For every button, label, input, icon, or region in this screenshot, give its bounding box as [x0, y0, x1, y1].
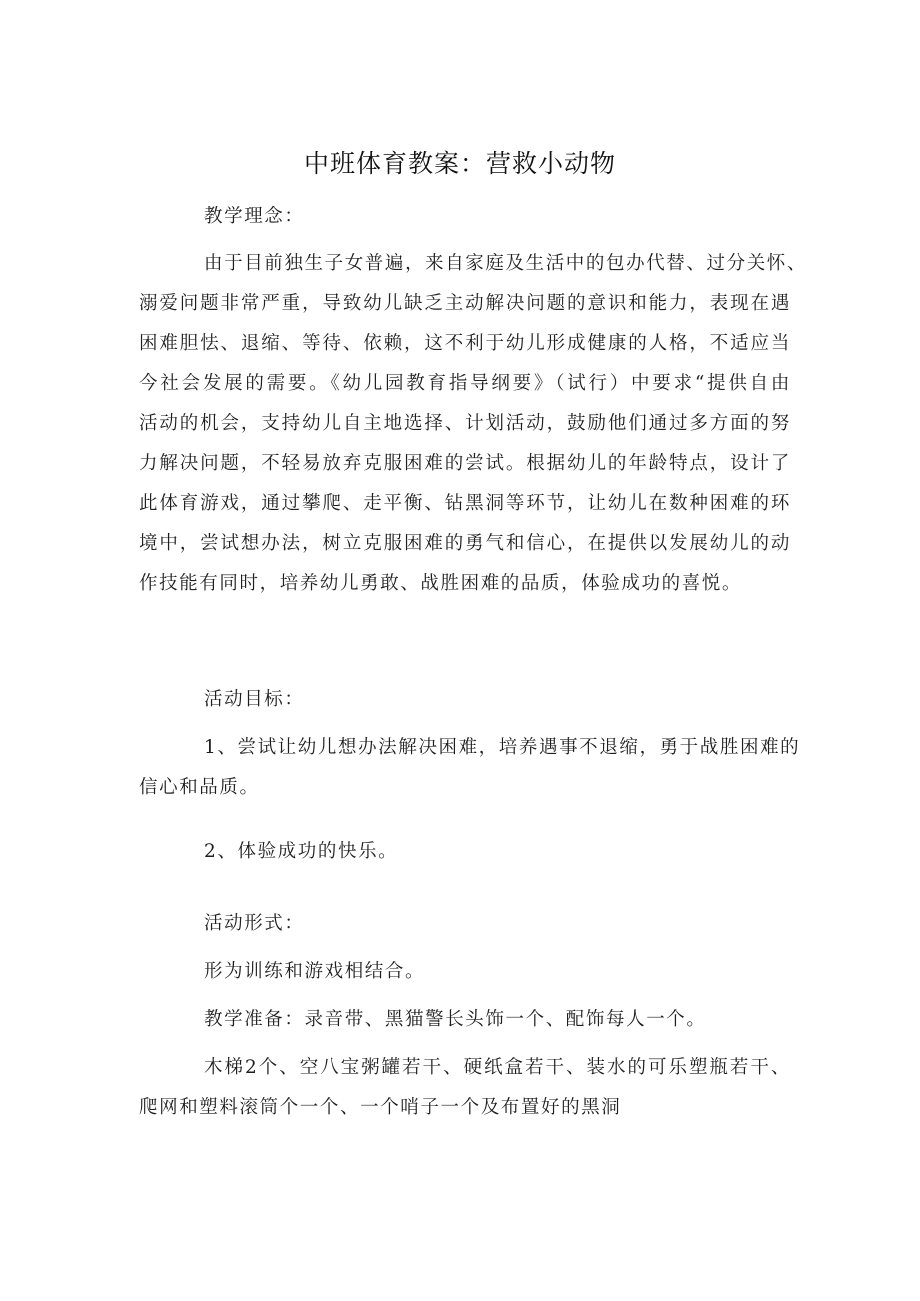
form-heading: 活动形式：	[204, 913, 305, 934]
philosophy-paragraph	[139, 244, 808, 604]
goal-item-2	[139, 832, 791, 872]
document-title: 中班体育教案：营救小动物	[303, 149, 616, 178]
paragraph-line: 活动的机会，支持幼儿自主地选择、计划活动，鼓励他们通过多方面的努	[139, 413, 791, 434]
goal-line: 1、尝试让幼儿想办法解决困难，培养遇事不退缩，勇于战胜困难的	[204, 737, 801, 758]
goal-line: 2、体验成功的快乐。	[204, 841, 399, 862]
paragraph-line: 困难胆怯、退缩、等待、依赖，这不利于幼儿形成健康的人格，不适应当	[139, 333, 791, 354]
goal-line: 信心和品质。	[139, 777, 260, 798]
materials-paragraph	[139, 1048, 791, 1128]
philosophy-heading: 教学理念：	[204, 206, 305, 227]
philosophy-section	[139, 197, 791, 237]
goal-item-1	[139, 728, 801, 808]
preparation-paragraph	[139, 1000, 791, 1040]
form-paragraph	[139, 952, 791, 992]
goals-section	[139, 680, 791, 720]
paragraph-line: 溺爱问题非常严重，导致幼儿缺乏主动解决问题的意识和能力，表现在遇	[139, 293, 791, 314]
paragraph-line: 今社会发展的需要。《幼儿园教育指导纲要》（试行）中要求“提供自由	[139, 373, 791, 394]
paragraph-line: 力解决问题，不轻易放弃克服困难的尝试。根据幼儿的年龄特点，设计了	[139, 453, 791, 474]
paragraph-line: 由于目前独生子女普遍，来自家庭及生活中的包办代替、过分关怀、	[204, 253, 808, 274]
goals-heading: 活动目标：	[204, 689, 305, 710]
paragraph-line: 此体育游戏，通过攀爬、走平衡、钻黑洞等环节，让幼儿在数种困难的环	[139, 493, 791, 514]
materials-line: 爬网和塑料滚筒个一个、一个哨子一个及布置好的黑洞	[139, 1097, 622, 1118]
preparation-text: 教学准备：录音带、黑猫警长头饰一个、配饰每人一个。	[204, 1009, 707, 1030]
paragraph-line: 境中，尝试想办法，树立克服困难的勇气和信心，在提供以发展幼儿的动	[139, 533, 791, 554]
form-section	[139, 904, 791, 944]
form-text: 形为训练和游戏相结合。	[204, 961, 426, 982]
paragraph-line: 作技能有同时，培养幼儿勇敢、战胜困难的品质，体验成功的喜悦。	[139, 573, 743, 594]
materials-line: 木梯2个、空八宝粥罐若干、硬纸盒若干、装水的可乐塑瓶若干、	[204, 1057, 791, 1078]
